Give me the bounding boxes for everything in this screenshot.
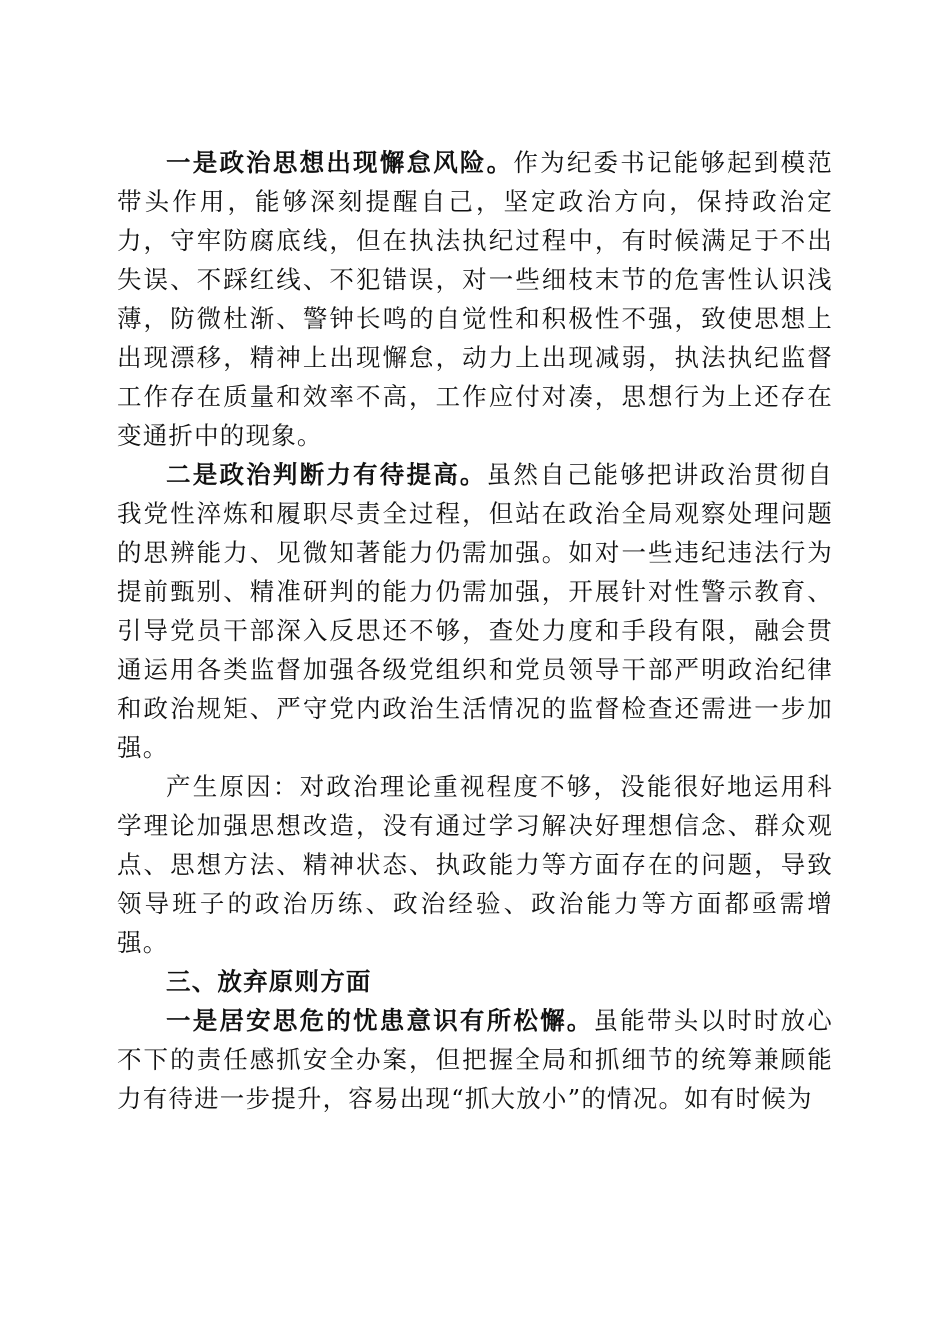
paragraph-text: 虽然自己能够把讲政治贯彻自我党性淬炼和履职尽责全过程，但站在政治全局观察处理问题的思辨能力、见微知著能力仍需加强。如对一些违纪违法行为提前甄别、精准研判的能力仍需加强，开展针对性警示教育、引导党员干部深入反思还不够，查处力度和手段有限，融会贯通运用各类监督加强各级党组织和党员领导干部严明政治纪律和政治规矩、严守党内政治生活情况的监督检查还需进一步加强。: [117, 460, 833, 762]
paragraph-text: 产生原因：对政治理论重视程度不够，没能很好地运用科学理论加强思想改造，没有通过学习解决好理想信念、群众观点、思想方法、精神状态、执政能力等方面存在的问题，导致领导班子的政治历练、政治经验、政治能力等方面都亟需增强。: [117, 772, 833, 957]
paragraph-lead: 一是居安思危的忧患意识有所松懈。: [166, 1006, 594, 1035]
paragraph-political-judgment: [117, 455, 833, 767]
paragraph-vigilance: [117, 1001, 833, 1118]
section-heading: 三、放弃原则方面: [166, 967, 372, 996]
paragraph-lead: 一是政治思想出现懈怠风险。: [166, 148, 514, 177]
document-page: [117, 143, 833, 1118]
paragraph-political-thought: [117, 143, 833, 455]
paragraph-lead: 二是政治判断力有待提高。: [166, 460, 487, 489]
paragraph-text: 作为纪委书记能够起到模范带头作用，能够深刻提醒自己，坚定政治方向，保持政治定力，守牢防腐底线，但在执法执纪过程中，有时候满足于不出失误、不踩红线、不犯错误，对一些细枝末节的危害性认识浅薄，防微杜渐、警钟长鸣的自觉性和积极性不强，致使思想上出现漂移，精神上出现懈怠，动力上出现减弱，执法执纪监督工作存在质量和效率不高，工作应付对凑，思想行为上还存在变通折中的现象。: [117, 148, 833, 450]
paragraph-causes: [117, 767, 833, 962]
paragraph-text: 虽能带头以时时放心不下的责任感抓安全办案，但把握全局和抓细节的统筹兼顾能力有待进一步提升，容易出现“抓大放小”的情况。如有时候为: [117, 1006, 833, 1113]
